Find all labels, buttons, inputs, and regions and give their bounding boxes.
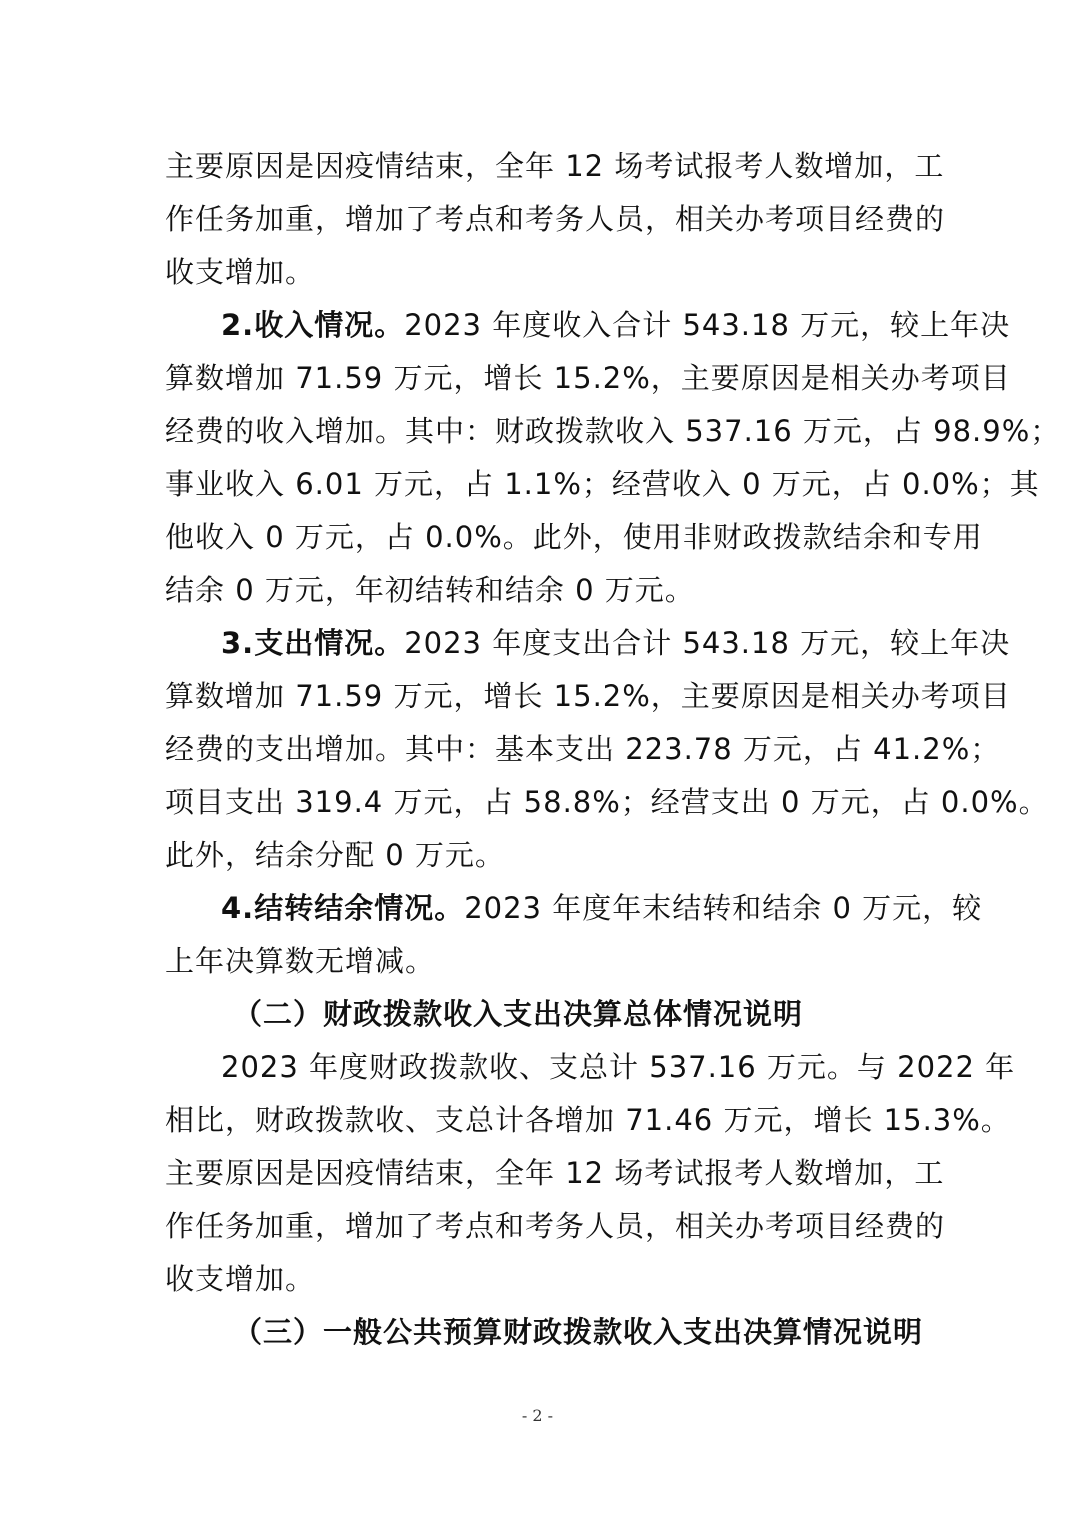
text-line: 上年决算数无增减。: [165, 944, 436, 978]
text-line: 作任务加重，增加了考点和考务人员，相关办考项目经费的: [165, 1209, 946, 1243]
section-heading-text: （二）财政拨款收入支出决算总体情况说明: [233, 997, 804, 1031]
text-line: 主要原因是因疫情结束，全年 12 场考试报考人数增加，工: [165, 1156, 945, 1190]
text-line: 作任务加重，增加了考点和考务人员，相关办考项目经费的: [165, 202, 946, 236]
subsection-text: 2023 年度收入合计 543.18 万元，较上年决: [404, 308, 1011, 342]
subsection-text: 2023 年度年末结转和结余 0 万元，较: [464, 891, 983, 925]
subsection-line: [165, 617, 1011, 670]
text-line: 2023 年度财政拨款收、支总计 537.16 万元。与 2022 年: [221, 1050, 1016, 1084]
text-line: 收支增加。: [165, 1262, 316, 1296]
text-line: 经费的支出增加。其中：基本支出 223.78 万元，占 41.2%；: [165, 732, 1001, 766]
text-line: 项目支出 319.4 万元，占 58.8%；经营支出 0 万元，占 0.0%。: [165, 785, 1049, 819]
text-line: 经费的收入增加。其中：财政拨款收入 537.16 万元，占 98.9%；: [165, 414, 1061, 448]
subsection-text: 2023 年度支出合计 543.18 万元，较上年决: [404, 626, 1011, 660]
text-line: 相比，财政拨款收、支总计各增加 71.46 万元，增长 15.3%。: [165, 1103, 1011, 1137]
subsection-title: 3.支出情况。: [221, 626, 405, 660]
text-line: 此外，结余分配 0 万元。: [165, 838, 505, 872]
text-line: 算数增加 71.59 万元，增长 15.2%，主要原因是相关办考项目: [165, 361, 1011, 395]
page-number: - 2 -: [521, 1406, 554, 1425]
text-line: 结余 0 万元，年初结转和结余 0 万元。: [165, 573, 695, 607]
text-line: 事业收入 6.01 万元，占 1.1%；经营收入 0 万元，占 0.0%；其: [165, 467, 1040, 501]
section-heading: [165, 1306, 924, 1359]
subsection-title: 2.收入情况。: [221, 308, 405, 342]
subsection-line: [165, 299, 1011, 352]
section-heading: [165, 988, 915, 1041]
text-line: 算数增加 71.59 万元，增长 15.2%，主要原因是相关办考项目: [165, 679, 1011, 713]
text-line: 收支增加。: [165, 255, 316, 289]
text-line: 他收入 0 万元，占 0.0%。此外，使用非财政拨款结余和专用: [165, 520, 983, 554]
subsection-line: [165, 882, 983, 935]
subsection-title: 4.结转结余情况。: [221, 891, 465, 925]
section-heading-text: （三）一般公共预算财政拨款收入支出决算情况说明: [233, 1315, 924, 1349]
document-body: [165, 140, 1061, 1359]
text-line: 主要原因是因疫情结束，全年 12 场考试报考人数增加，工: [165, 149, 945, 183]
